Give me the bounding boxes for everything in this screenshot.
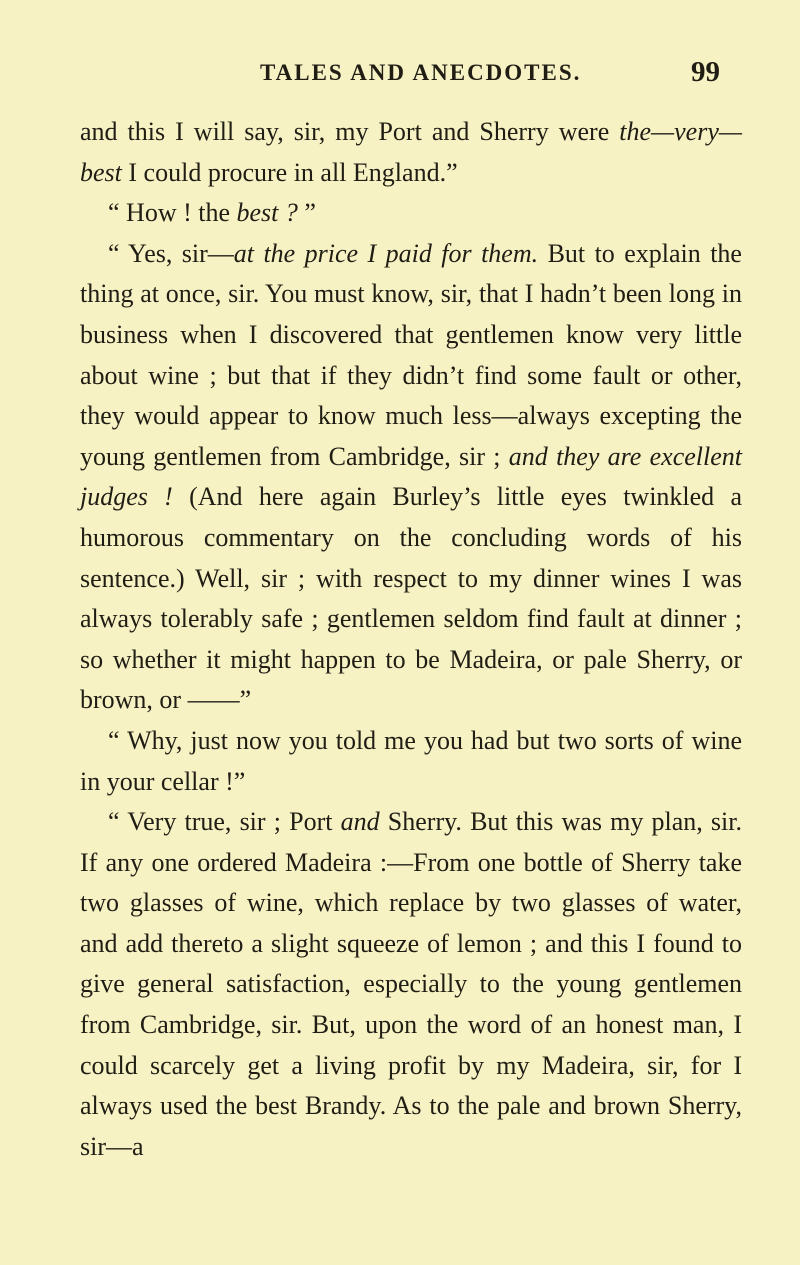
paragraph <box>80 112 742 193</box>
text-segment: and this I will say, sir, my Port and Sherry were <box>80 117 620 146</box>
text-segment: “ Why, just now you told me you had but two sorts of wine in your cellar !” <box>80 725 742 796</box>
body-text <box>80 112 742 1167</box>
italic-segment: best ? <box>236 198 298 228</box>
italic-segment: at the price I paid for them. <box>233 238 539 268</box>
page-header <box>80 56 720 100</box>
text-segment: (And here again Burley’s little eyes twinkled a humorous commentary on the concluding words of his sentence.) Well, sir ; with respect to my dinner wines I was always tolerably safe ; gentlemen seldom find fault at dinner ; so whether it might happen to be Madeira, or pale Sherry, or brown, or ——” <box>80 482 743 715</box>
text-segment: But to explain the thing at once, sir. You must know, sir, that I hadn’t been long in business when I discovered that gentlemen know very little about wine ; but that if they didn’t find some fault or other, they would appear to know much less—always excepting the young gentlemen from Cambridge, sir ; <box>80 238 742 471</box>
text-segment: “ Very true, sir ; Port <box>108 807 341 837</box>
paragraph <box>80 721 742 802</box>
paragraph <box>80 193 742 234</box>
text-segment: I could procure in all England.” <box>121 157 458 187</box>
italic-segment: and they are excellent judges ! <box>80 441 742 512</box>
text-segment: ” <box>297 198 316 228</box>
italic-segment: and <box>340 807 380 837</box>
text-segment: “ How ! the <box>108 198 237 228</box>
paragraph <box>80 802 742 1167</box>
text-segment: “ Yes, sir— <box>108 238 234 268</box>
text-segment: Sherry. But this was my plan, sir. If any one ordered Madeira :—From one bottle of Sherry take two glasses of wine, which replace by two glasses of water, and add thereto a slight squeeze of lemon ; and this I found to give general satisfaction, especially to the young gentlemen from Cambridge, sir. But, upon the word of an honest man, I could scarcely get a living profit by my Madeira, sir, for I always used the best Brandy. As to the pale and brown Sherry, sir—a <box>80 807 742 1161</box>
page-number: 99 <box>691 56 720 88</box>
running-title: TALES AND ANECDOTES. <box>260 60 582 85</box>
paragraph <box>80 234 742 721</box>
italic-segment: the—very—best <box>80 117 742 187</box>
